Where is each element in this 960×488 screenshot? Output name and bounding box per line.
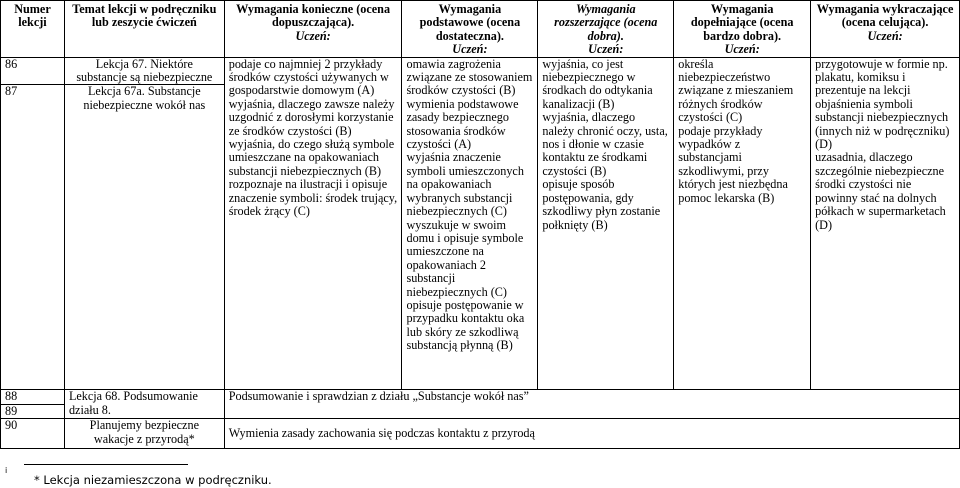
header-basic-student: Uczeń:	[452, 42, 488, 57]
table-row-88	[1, 390, 960, 404]
required-item-4: rozpoznaje na ilustracji i opisuje znaczenie symboli: środek trujący, środek żrący (C)	[228, 177, 398, 219]
exceeding-cell	[811, 57, 960, 390]
complementary-item-2: podaje przykłady wypadków z substancjami szkodliwymi, przy których jest niezbędna pomoc lekarska (B)	[678, 123, 788, 205]
header-complementary-student: Uczeń:	[724, 42, 760, 57]
header-extended-student: Uczeń:	[588, 42, 624, 57]
lesson-number-89: 89	[1, 404, 65, 418]
extended-item-1: wyjaśnia, co jest niebezpiecznego w środkach do odtykania kanalizacji (B)	[542, 56, 653, 111]
basic-item-4: wyszukuje w swoim domu i opisuje symbole umieszczone na opakowaniach 2 substancji niebezpiecznych (C)	[406, 217, 524, 299]
footnote-mark: i	[5, 466, 8, 475]
basic-item-5: opisuje postępowanie w przypadku kontaktu oka lub skóry ze szkodliwą substancją płynną (B)	[406, 297, 525, 353]
summary-text: Podsumowanie i sprawdzian z działu „Substancje wokół nas”	[224, 390, 959, 419]
header-lesson-topic: Temat lekcji w podręczniku lub zeszycie ćwiczeń	[64, 1, 224, 58]
basic-item-3: wyjaśnia znaczenie symboli umieszczonych na opakowaniach wybranych substancji niebezpiecznych (C)	[406, 150, 524, 219]
complementary-item-1: określa niebezpieczeństwo związane z mieszaniem różnych środków czystości (C)	[678, 56, 794, 125]
header-required-student: Uczeń:	[295, 28, 331, 43]
lesson-number-88: 88	[1, 390, 65, 404]
header-exceeding-label: Wymagania wykraczające (ocena celująca).	[816, 2, 954, 30]
extended-cell	[538, 57, 674, 390]
header-lesson-number: Numer lekcji	[1, 1, 65, 58]
exceeding-item-1: przygotowuje w formie np. plakatu, komiksu i prezentuje na lekcji objaśnienia symboli substancji niebezpiecznych (innych niż w podręczniku) (D)	[815, 56, 950, 152]
header-basic	[402, 1, 538, 58]
header-complementary-label: Wymagania dopełniające (ocena bardzo dobra).	[690, 2, 794, 43]
header-extended	[538, 1, 674, 58]
extended-item-2: wyjaśnia, dlaczego należy chronić oczy, usta, nos i dłonie w czasie kontaktu ze środkami czystości (B)	[542, 110, 668, 178]
lesson-topic-86: Lekcja 67. Niektóre substancje są niebezpieczne	[64, 57, 224, 85]
required-item-2: wyjaśnia, dlaczego zawsze należy uzgodnić z dorosłymi korzystanie ze środków czystości (B)	[228, 96, 395, 138]
header-required	[224, 1, 402, 58]
nature-rules-text: Wymienia zasady zachowania się podczas kontaktu z przyrodą	[224, 419, 959, 449]
footnote-area	[0, 460, 960, 488]
basic-item-1: omawia zagrożenia związane ze stosowaniem środków czystości (B)	[406, 56, 533, 98]
header-exceeding	[811, 1, 960, 58]
lesson-number-90: 90	[1, 419, 65, 449]
basic-cell	[402, 57, 538, 390]
header-required-label: Wymagania konieczne (ocena dopuszczająca).	[236, 2, 391, 30]
lesson-number-86: 86	[1, 57, 65, 85]
basic-item-2: wymienia podstawowe zasady bezpiecznego stosowania środków czystości (A)	[406, 96, 519, 152]
exceeding-item-2: uzasadnia, dlaczego szczególnie niebezpieczne środki czystości nie powinny stać na dolnych półkach w supermarketach (D)	[815, 150, 946, 232]
header-exceeding-student: Uczeń:	[867, 28, 903, 43]
complementary-cell	[674, 57, 811, 390]
footnote-text: * Lekcja niezamieszczona w podręczniku.	[34, 473, 272, 487]
required-item-1: podaje co najmniej 2 przykłady środków czystości używanych w gospodarstwie domowym (A)	[228, 56, 389, 98]
lesson-topic-87: Lekcja 67a. Substancje niebezpieczne wokół nas	[64, 85, 224, 390]
lesson-topic-88-89: Lekcja 68. Podsumowanie działu 8.	[64, 390, 224, 419]
table-row-86	[1, 57, 960, 85]
header-row	[1, 1, 960, 58]
header-basic-label: Wymagania podstawowe (ocena dostateczna).	[419, 2, 521, 43]
required-item-3: wyjaśnia, do czego służą symbole umieszczane na opakowaniach substancji niebezpiecznych (B)	[228, 137, 395, 178]
footnote-rule	[24, 464, 188, 465]
table-row-90	[1, 419, 960, 449]
lesson-number-87: 87	[1, 85, 65, 390]
extended-item-3: opisuje sposób postępowania, gdy szkodliwy płyn zostanie połknięty (B)	[542, 177, 661, 232]
header-complementary	[674, 1, 811, 58]
required-cell	[224, 57, 402, 390]
header-extended-label: Wymagania rozszerzające (ocena dobra).	[554, 2, 658, 43]
lesson-topic-90: Planujemy bezpieczne wakacje z przyrodą*	[64, 419, 224, 449]
